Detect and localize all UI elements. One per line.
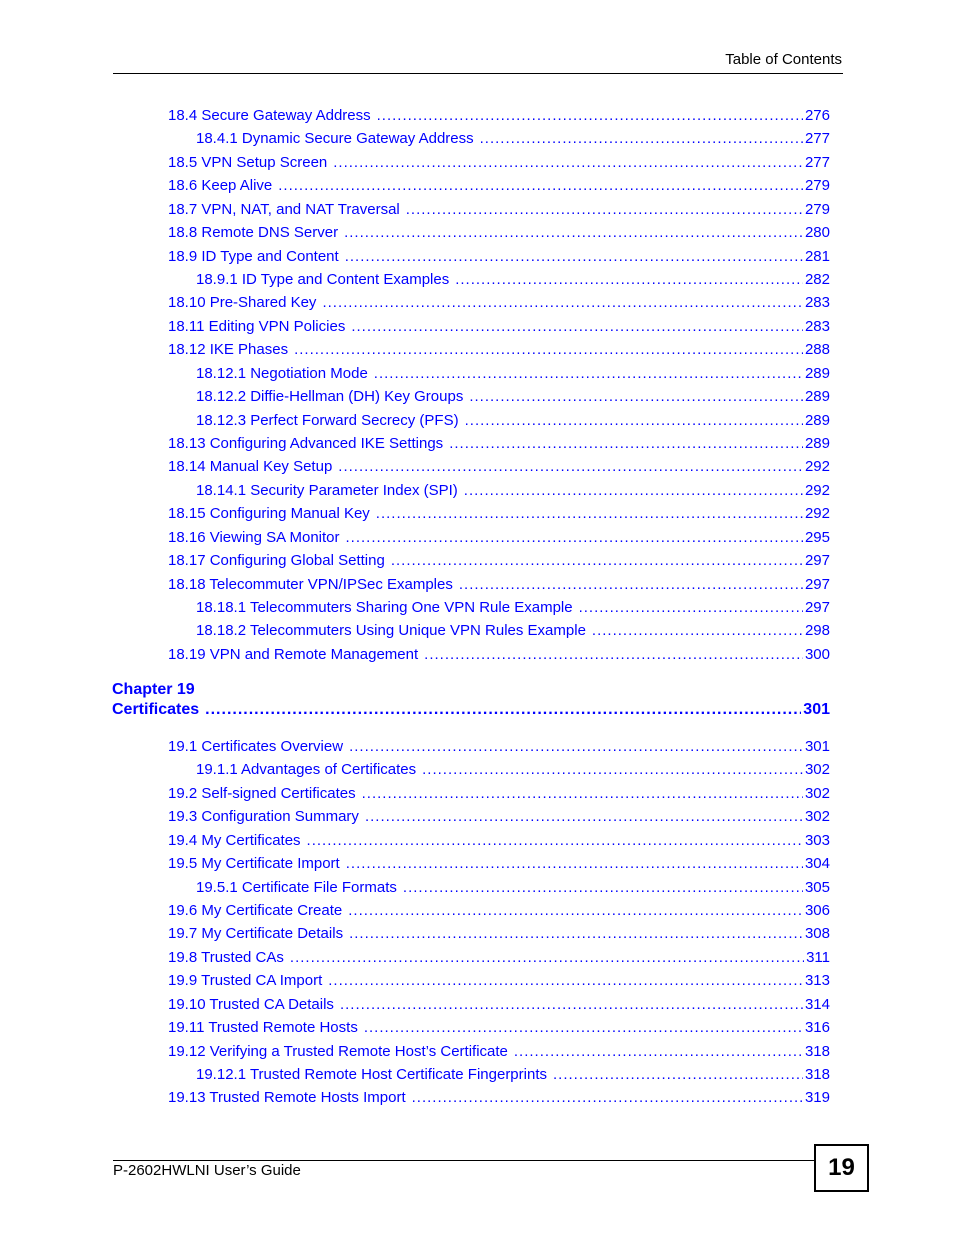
toc-entry-page: 276 bbox=[804, 107, 830, 124]
chapter-title: Certificates bbox=[112, 701, 200, 718]
dot-leader bbox=[422, 761, 803, 778]
toc-entry-page: 313 bbox=[804, 972, 830, 990]
toc-entry[interactable] bbox=[168, 785, 830, 805]
toc-entry[interactable] bbox=[196, 482, 830, 502]
toc-entry[interactable] bbox=[196, 130, 830, 150]
dot-leader bbox=[403, 879, 803, 896]
toc-entry-title: 19.12.1 Trusted Remote Host Certificate Fingerprints bbox=[196, 1066, 547, 1084]
toc-entry[interactable] bbox=[168, 318, 830, 338]
toc-entry-page: 289 bbox=[804, 364, 830, 382]
toc-entry-title: 18.9.1 ID Type and Content Examples bbox=[196, 271, 450, 288]
dot-leader bbox=[469, 388, 803, 405]
toc-entry[interactable] bbox=[168, 294, 830, 314]
toc-entry-title: 18.18.2 Telecommuters Using Unique VPN Rules Example bbox=[196, 622, 586, 640]
dot-leader bbox=[465, 412, 803, 429]
toc-entry[interactable] bbox=[168, 808, 830, 828]
toc-entry-title: 19.6 My Certificate Create bbox=[168, 902, 343, 919]
dot-leader bbox=[377, 107, 803, 124]
toc-entry-page: 288 bbox=[804, 341, 830, 359]
toc-entry-title: 18.13 Configuring Advanced IKE Settings bbox=[168, 435, 444, 453]
toc-entry-title: 18.4 Secure Gateway Address bbox=[168, 107, 371, 124]
dot-leader bbox=[362, 785, 803, 802]
toc-entry[interactable] bbox=[196, 271, 830, 291]
toc-entry[interactable] bbox=[196, 599, 830, 619]
toc-entry-title: 19.7 My Certificate Details bbox=[168, 925, 344, 943]
toc-entry-title: 18.7 VPN, NAT, and NAT Traversal bbox=[168, 200, 400, 218]
dot-leader bbox=[333, 154, 803, 171]
toc-entry-page: 302 bbox=[804, 808, 830, 826]
dot-leader bbox=[340, 996, 803, 1013]
toc-entry-page: 292 bbox=[804, 505, 830, 523]
toc-entry-title: 18.18.1 Telecommuters Sharing One VPN Rule Example bbox=[196, 599, 573, 617]
chapter-entry[interactable] bbox=[112, 701, 830, 723]
toc-entry[interactable] bbox=[168, 855, 830, 875]
dot-leader bbox=[579, 599, 803, 616]
toc-entry[interactable] bbox=[168, 646, 830, 666]
toc-entry-title: 18.9 ID Type and Content bbox=[168, 247, 339, 265]
toc-entry-title: 19.12 Verifying a Trusted Remote Host’s Certificate bbox=[168, 1042, 508, 1060]
dot-leader bbox=[307, 832, 803, 849]
dot-leader bbox=[349, 738, 803, 755]
dot-leader bbox=[278, 177, 803, 194]
toc-entry-page: 297 bbox=[804, 575, 830, 593]
toc-entry-page: 318 bbox=[804, 1042, 830, 1060]
toc-entry-page: 311 bbox=[806, 948, 830, 966]
guide-title: P-2602HWLNI User’s Guide bbox=[113, 1162, 301, 1179]
dot-leader bbox=[553, 1066, 803, 1083]
header-title: Table of Contents bbox=[725, 51, 842, 68]
toc-entry-page: 301 bbox=[804, 738, 830, 755]
dot-leader bbox=[376, 505, 803, 522]
header-rule bbox=[113, 73, 843, 74]
toc-entry[interactable] bbox=[168, 201, 830, 221]
toc-entry-title: 18.12.2 Diffie-Hellman (DH) Key Groups bbox=[196, 388, 464, 406]
footer-rule bbox=[113, 1160, 815, 1161]
chapter-label[interactable]: Chapter 19 bbox=[112, 681, 195, 698]
toc-entry-title: 19.5.1 Certificate File Formats bbox=[196, 878, 397, 896]
toc-entry[interactable] bbox=[196, 622, 830, 642]
toc-entry[interactable] bbox=[168, 177, 830, 197]
dot-leader bbox=[391, 552, 803, 569]
dot-leader bbox=[424, 646, 803, 663]
toc-entry[interactable] bbox=[168, 458, 830, 478]
dot-leader bbox=[459, 576, 803, 593]
dot-leader bbox=[348, 902, 803, 919]
toc-entry-title: 18.18 Telecommuter VPN/IPSec Examples bbox=[168, 575, 453, 593]
toc-entry-title: 19.8 Trusted CAs bbox=[168, 948, 284, 966]
toc-entry[interactable] bbox=[196, 365, 830, 385]
toc-entry-title: 19.1.1 Advantages of Certificates bbox=[196, 761, 417, 779]
toc-entry[interactable] bbox=[168, 1019, 830, 1039]
toc-entry[interactable] bbox=[196, 761, 830, 781]
toc-entry[interactable] bbox=[168, 1043, 830, 1063]
toc-entry-page: 297 bbox=[804, 599, 830, 617]
toc-entry-title: 19.1 Certificates Overview bbox=[168, 738, 344, 755]
toc-entry-title: 18.15 Configuring Manual Key bbox=[168, 505, 370, 523]
toc-entry-title: 18.6 Keep Alive bbox=[168, 177, 273, 195]
toc-entry-page: 308 bbox=[804, 925, 830, 943]
toc-entry-page: 298 bbox=[804, 622, 830, 640]
toc-entry-title: 19.3 Configuration Summary bbox=[168, 808, 359, 826]
toc-entry[interactable] bbox=[168, 154, 830, 174]
toc-entry-title: 18.11 Editing VPN Policies bbox=[168, 317, 346, 335]
toc-entry-page: 302 bbox=[804, 784, 830, 802]
toc-entry[interactable] bbox=[196, 412, 830, 432]
toc-entry[interactable] bbox=[168, 107, 830, 127]
toc-entry[interactable] bbox=[196, 388, 830, 408]
toc-entry-title: 18.14 Manual Key Setup bbox=[168, 458, 333, 476]
dot-leader bbox=[592, 622, 803, 639]
toc-entry-title: 19.11 Trusted Remote Hosts bbox=[168, 1019, 358, 1037]
toc-entry-page: 289 bbox=[804, 435, 830, 453]
toc-entry[interactable] bbox=[196, 1066, 830, 1086]
toc-entry[interactable] bbox=[168, 435, 830, 455]
toc-entry[interactable] bbox=[168, 1089, 830, 1109]
dot-leader bbox=[364, 1019, 803, 1036]
toc-entry[interactable] bbox=[168, 972, 830, 992]
dot-leader bbox=[322, 294, 803, 311]
toc-entry[interactable] bbox=[168, 738, 830, 758]
toc-entry[interactable] bbox=[168, 949, 830, 969]
toc-entry-title: 18.12.1 Negotiation Mode bbox=[196, 364, 368, 382]
toc-entry-page: 314 bbox=[804, 995, 830, 1013]
toc-entry[interactable] bbox=[196, 879, 830, 899]
toc-entry-title: 18.16 Viewing SA Monitor bbox=[168, 528, 340, 546]
dot-leader bbox=[406, 201, 803, 218]
toc-entry-title: 18.12.3 Perfect Forward Secrecy (PFS) bbox=[196, 411, 459, 429]
toc-entry-page: 316 bbox=[804, 1019, 830, 1037]
toc-entry-title: 18.19 VPN and Remote Management bbox=[168, 645, 419, 663]
toc-entry-page: 283 bbox=[804, 294, 830, 312]
dot-leader bbox=[464, 482, 803, 499]
toc-entry-page: 289 bbox=[804, 388, 830, 406]
toc-entry-page: 292 bbox=[804, 481, 830, 499]
dot-leader bbox=[349, 925, 803, 942]
dot-leader bbox=[338, 458, 803, 475]
dot-leader bbox=[346, 855, 803, 872]
dot-leader bbox=[344, 224, 803, 241]
toc-entry[interactable] bbox=[168, 529, 830, 549]
dot-leader bbox=[346, 529, 803, 546]
toc-entry-page: 300 bbox=[804, 645, 830, 663]
dot-leader bbox=[480, 130, 803, 147]
toc-entry-page: 305 bbox=[804, 878, 830, 896]
toc-entry[interactable] bbox=[168, 505, 830, 525]
toc-entry-page: 302 bbox=[804, 761, 830, 779]
toc-entry[interactable] bbox=[168, 224, 830, 244]
dot-leader bbox=[455, 271, 803, 288]
toc-entry[interactable] bbox=[168, 996, 830, 1016]
toc-entry[interactable] bbox=[168, 576, 830, 596]
toc-entry-page: 279 bbox=[804, 200, 830, 218]
chapter-page: 301 bbox=[803, 701, 830, 718]
dot-leader bbox=[205, 701, 801, 719]
toc-entry-title: 18.10 Pre-Shared Key bbox=[168, 294, 317, 312]
dot-leader bbox=[449, 435, 803, 452]
toc-entry-page: 279 bbox=[804, 177, 830, 195]
toc-entry[interactable] bbox=[168, 552, 830, 572]
dot-leader bbox=[365, 808, 803, 825]
toc-entry-title: 19.4 My Certificates bbox=[168, 831, 301, 849]
toc-entry-page: 280 bbox=[804, 224, 830, 242]
toc-entry[interactable] bbox=[168, 832, 830, 852]
toc-entry-title: 19.5 My Certificate Import bbox=[168, 855, 340, 873]
toc-entry-title: 19.13 Trusted Remote Hosts Import bbox=[168, 1089, 406, 1107]
dot-leader bbox=[294, 341, 803, 358]
toc-entry-title: 19.10 Trusted CA Details bbox=[168, 995, 334, 1013]
toc-entry-title: 18.12 IKE Phases bbox=[168, 341, 289, 359]
dot-leader bbox=[374, 365, 803, 382]
toc-entry-page: 283 bbox=[804, 317, 830, 335]
toc-entry-title: 19.9 Trusted CA Import bbox=[168, 972, 323, 990]
toc-entry-title: 18.8 Remote DNS Server bbox=[168, 224, 339, 242]
toc-entry-title: 18.5 VPN Setup Screen bbox=[168, 153, 328, 171]
toc-entry-page: 292 bbox=[804, 458, 830, 476]
dot-leader bbox=[351, 318, 803, 335]
dot-leader bbox=[328, 972, 803, 989]
toc-entry-page: 289 bbox=[804, 411, 830, 429]
dot-leader bbox=[290, 949, 804, 966]
toc-entry[interactable] bbox=[168, 925, 830, 945]
toc-entry-page: 304 bbox=[804, 855, 830, 873]
toc-entry-page: 318 bbox=[804, 1066, 830, 1084]
toc-entry-page: 282 bbox=[804, 271, 830, 288]
toc-entry-title: 19.2 Self-signed Certificates bbox=[168, 784, 356, 802]
toc-entry-page: 319 bbox=[804, 1089, 830, 1107]
toc-entry-page: 277 bbox=[804, 130, 830, 148]
dot-leader bbox=[514, 1043, 803, 1060]
toc-entry[interactable] bbox=[168, 902, 830, 922]
toc-entry-page: 295 bbox=[804, 528, 830, 546]
toc-entry-page: 277 bbox=[804, 153, 830, 171]
dot-leader bbox=[412, 1089, 803, 1106]
dot-leader bbox=[345, 248, 803, 265]
toc-entry-page: 303 bbox=[804, 831, 830, 849]
toc-entry[interactable] bbox=[168, 248, 830, 268]
toc-entry[interactable] bbox=[168, 341, 830, 361]
page-number: 19 bbox=[814, 1144, 869, 1192]
toc-entry-page: 306 bbox=[804, 902, 830, 919]
toc-entry-title: 18.17 Configuring Global Setting bbox=[168, 552, 385, 570]
toc-entry-page: 281 bbox=[804, 247, 830, 265]
toc-entry-title: 18.14.1 Security Parameter Index (SPI) bbox=[196, 481, 458, 499]
toc-entry-page: 297 bbox=[804, 552, 830, 570]
toc-entry-title: 18.4.1 Dynamic Secure Gateway Address bbox=[196, 130, 474, 148]
